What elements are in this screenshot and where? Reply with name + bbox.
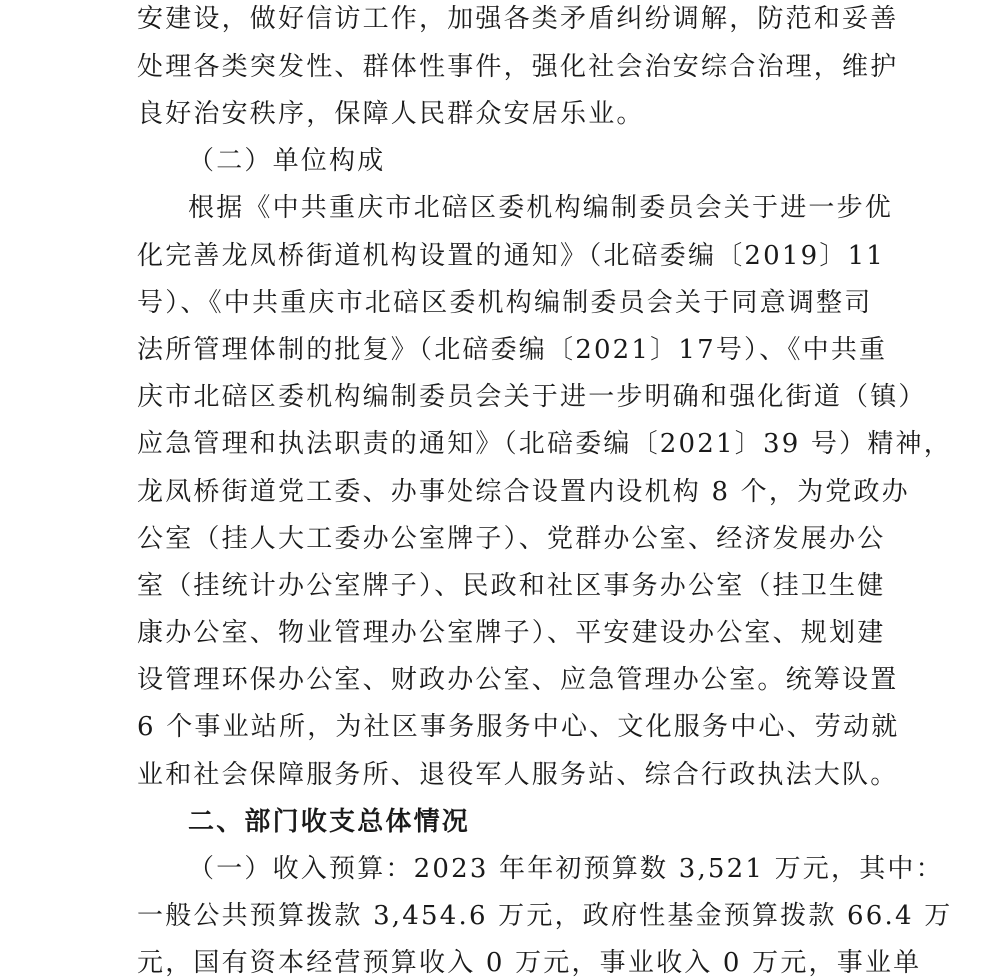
section-heading: （二）单位构成	[188, 146, 386, 176]
paragraph-line: 公室（挂人大工委办公室牌子）、党群办公室、经济发展办公	[137, 524, 886, 554]
paragraph-line: 康办公室、物业管理办公室牌子）、平安建设办公室、规划建	[137, 618, 886, 648]
paragraph-line: 庆市北碚区委机构编制委员会关于进一步明确和强化街道（镇）	[137, 382, 927, 412]
paragraph-line: （一）收入预算：2023 年年初预算数 3,521 万元，其中：	[188, 854, 944, 884]
paragraph-line: 一般公共预算拨款 3,454.6 万元，政府性基金预算拨款 66.4 万	[137, 901, 953, 931]
paragraph-line: 6 个事业站所，为社区事务服务中心、文化服务中心、劳动就	[137, 712, 900, 742]
paragraph-line: 安建设，做好信访工作，加强各类矛盾纠纷调解，防范和妥善	[137, 4, 899, 34]
paragraph-line: 龙凤桥街道党工委、办事处综合设置内设机构 8 个，为党政办	[137, 477, 910, 507]
paragraph-line: 化完善龙凤桥街道机构设置的通知》（北碚委编〔2019〕11	[137, 241, 886, 271]
paragraph-line: 业和社会保障服务所、退役军人服务站、综合行政执法大队。	[137, 760, 899, 790]
paragraph-line: 法所管理体制的批复》（北碚委编〔2021〕17号）、《中共重	[137, 335, 888, 365]
chapter-heading: 二、部门收支总体情况	[188, 807, 471, 837]
paragraph-line: 应急管理和执法职责的通知》（北碚委编〔2021〕39 号）精神，	[137, 429, 952, 459]
paragraph-line: 号）、《中共重庆市北碚区委机构编制委员会关于同意调整司	[137, 288, 873, 318]
paragraph-line: 根据《中共重庆市北碚区委机构编制委员会关于进一步优	[188, 193, 894, 223]
paragraph-line: 设管理环保办公室、财政办公室、应急管理办公室。统筹设置	[137, 665, 899, 695]
paragraph-line: 室（挂统计办公室牌子）、民政和社区事务办公室（挂卫生健	[137, 571, 886, 601]
paragraph-line: 良好治安秩序，保障人民群众安居乐业。	[137, 99, 645, 129]
paragraph-line: 处理各类突发性、群体性事件，强化社会治安综合治理，维护	[137, 52, 899, 82]
paragraph-line: 元，国有资本经营预算收入 0 万元，事业收入 0 万元，事业单	[137, 948, 922, 978]
